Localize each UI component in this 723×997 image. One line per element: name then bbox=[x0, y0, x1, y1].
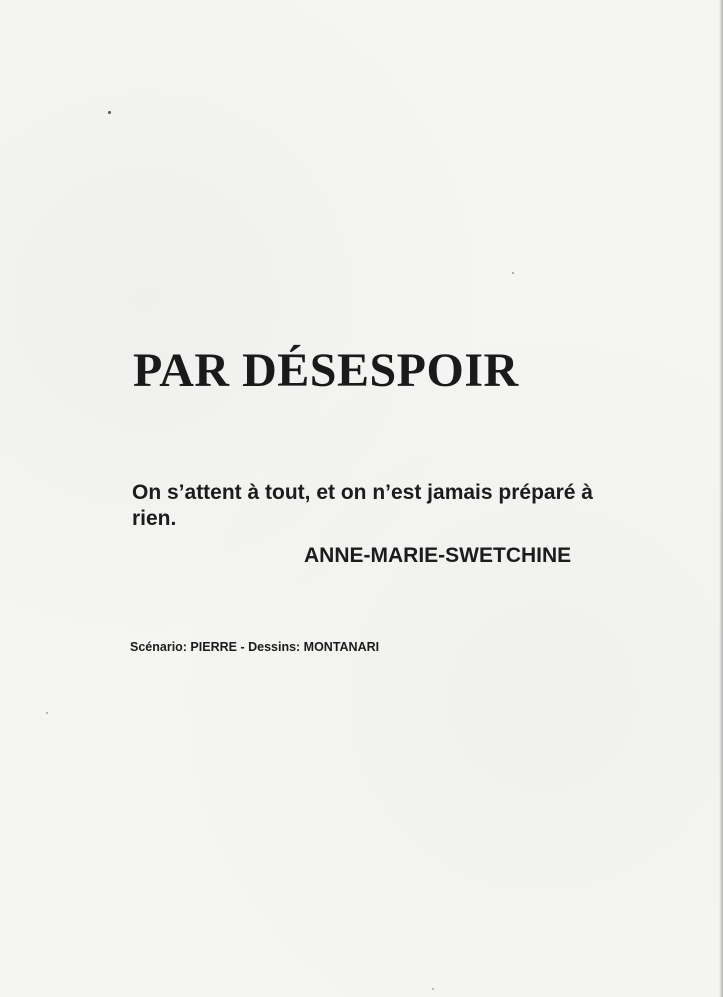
credits-line: Scénario: PIERRE - Dessins: MONTANARI bbox=[130, 640, 380, 654]
epigraph-author: ANNE-MARIE-SWETCHINE bbox=[304, 544, 572, 567]
page-edge-shadow bbox=[719, 0, 723, 997]
epigraph-quote: On s’attent à tout, et on n’est jamais préparé à rien. bbox=[132, 481, 593, 530]
paper-speck bbox=[512, 272, 514, 274]
paper-speck bbox=[46, 712, 48, 714]
paper-speck bbox=[432, 988, 434, 990]
story-title: PAR DÉSESPOIR bbox=[133, 344, 519, 397]
paper-speck bbox=[108, 111, 111, 114]
